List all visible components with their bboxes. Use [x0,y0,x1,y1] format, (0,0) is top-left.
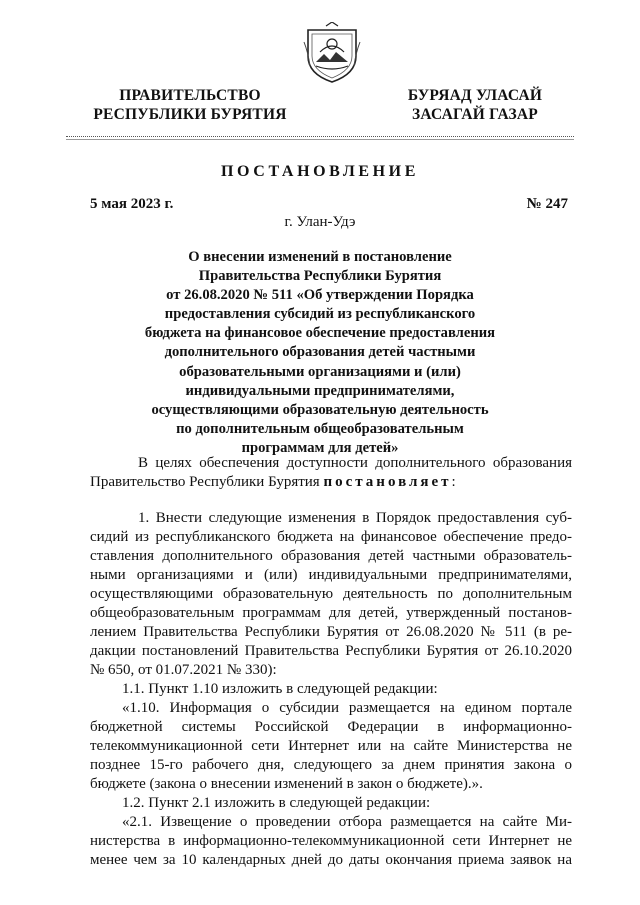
item-1-line: осуществляющими образовательную деятельность по дополнительным [90,586,572,602]
item-1-2-text-line: нистерства в информационно-телекоммуникационной сети Интернет не [90,833,572,849]
subject-line: бюджета на финансовое обеспечение предоставления [144,325,496,342]
item-1-paragraph [90,509,572,870]
item-1-1-text-line: бюджетной системы Российской Федерации в информационно- [90,719,572,735]
header-divider [66,136,574,137]
intro-prefix: Правительство Республики Бурятия [90,474,324,490]
item-1-1-text-line: позднее 15-го рабочего дня, следующего за днем принятия закона о [90,757,572,773]
item-1-line: дакции постановлений Правительства Республики Бурятия от 26.10.2020 [90,643,572,659]
item-1-1-text-line: «1.10. Информация о субсидии размещается на едином портале [122,700,572,716]
item-1-2-text-line: менее чем за 10 календарных дней до даты окончания приема заявок на [90,852,572,868]
subject-line: О внесении изменений в постановление [188,249,452,265]
item-1-2-text-line: «2.1. Извещение о проведении отбора размещается на сайте Ми- [122,814,572,830]
subject-line: индивидуальными предпринимателями, [185,382,455,399]
intro-line-1: В целях обеспечения доступности дополнительного образования [138,455,572,471]
header-left-line-2: РЕСПУБЛИКИ БУРЯТИЯ [93,106,287,123]
subject-line: по дополнительным общеобразовательным [176,420,464,437]
item-1-line: общеобразовательным программам для детей, утвержденный постанов- [90,605,572,621]
item-1-line: 1. Внести следующие изменения в Порядок предоставления суб- [138,510,572,526]
item-1-1-text-line: бюджете (закона о внесении изменений в закон о бюджете).». [90,776,483,792]
document-date: 5 мая 2023 г. [90,196,174,212]
item-1-line: лением Правительства Республики Бурятия от 26.08.2020 № 511 (в ре- [90,624,572,640]
document-type-title: ПОСТАНОВЛЕНИЕ [221,163,419,180]
subject-line: осуществляющими образовательную деятельность [151,401,489,418]
header-right-line-2: ЗАСАГАЙ ГАЗАР [412,106,538,123]
item-1-2-heading: 1.2. Пункт 2.1 изложить в следующей редакции: [122,795,431,811]
item-1-line: № 650, от 01.07.2021 № 330): [90,662,277,678]
document-city: г. Улан-Удэ [284,214,356,230]
government-name-russian [70,86,310,124]
item-1-1-text-line: телекоммуникационной сети Интернет или на сайте Министерства не [90,738,572,754]
document-number: № 247 [526,196,568,212]
government-name-buryat [380,86,570,124]
republic-coat-of-arms-icon [302,22,362,84]
item-1-line: ными организациями и (или) индивидуальными предпринимателями, [90,567,572,583]
subject-line: Правительства Республики Бурятия [198,268,442,285]
intro-line-2 [90,473,572,492]
item-1-line: ставления дополнительного образования детей частными образователь- [90,548,572,564]
intro-suffix: : [451,474,456,490]
item-1-line: сидий из республиканского бюджета на финансовое обеспечение предо- [90,529,572,545]
decree-word: постановляет [323,474,452,490]
header-right-line-1: БУРЯАД УЛАСАЙ [407,87,543,104]
subject-line: образовательными организациями и (или) [179,363,461,380]
subject-line: дополнительного образования детей частными [164,344,476,361]
item-1-1-heading: 1.1. Пункт 1.10 изложить в следующей редакции: [122,681,438,697]
intro-paragraph [90,454,572,492]
header-divider-secondary [66,139,574,140]
header-left-line-1: ПРАВИТЕЛЬСТВО [119,87,261,104]
subject-line: предоставления субсидий из республиканского [164,306,476,323]
subject-line: от 26.08.2020 № 511 «Об утверждении Порядка [166,287,474,304]
document-subject [120,248,520,458]
subject-line: программам для детей» [241,439,399,456]
